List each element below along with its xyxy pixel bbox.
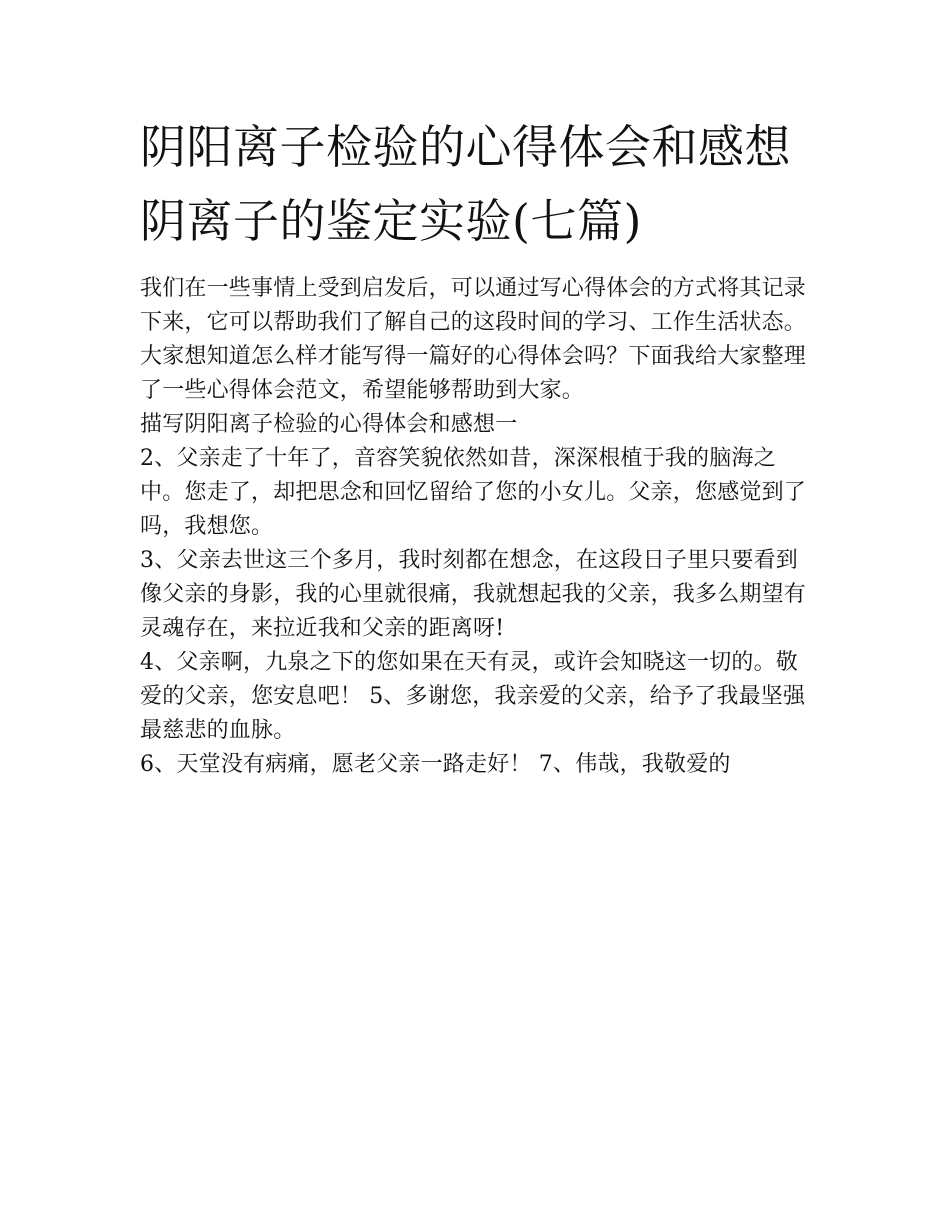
paragraph-item-2: 2、父亲走了十年了，音容笑貌依然如昔，深深根植于我的脑海之中。您走了，却把思念和回忆留给了您的小女儿。父亲，您感觉到了吗，我想您。 xyxy=(140,446,807,539)
section-heading: 描写阴阳离子检验的心得体会和感想一 xyxy=(140,412,518,437)
intro-paragraph: 我们在一些事情上受到启发后，可以通过写心得体会的方式将其记录下来，它可以帮助我们了解自己的这段时间的学习、工作生活状态。大家想知道怎么样才能写得一篇好的心得体会吗？下面我给大家整理了一些心得体会范文，希望能够帮助到大家。 xyxy=(140,276,807,403)
paragraph-item-6: 6、天堂没有病痛，愿老父亲一路走好！ 7、伟哉，我敬爱的 xyxy=(140,752,731,777)
document-body xyxy=(140,272,820,782)
document-content xyxy=(140,110,820,782)
document-title: 阴阳离子检验的心得体会和感想 阴离子的鉴定实验(七篇) xyxy=(140,120,791,248)
paragraph-item-4: 4、父亲啊，九泉之下的您如果在天有灵，或许会知晓这一切的。敬爱的父亲，您安息吧！ 5、多谢您，我亲爱的父亲，给予了我最坚强最慈悲的血脉。 xyxy=(140,650,806,743)
paragraph-item-3: 3、父亲去世这三个多月，我时刻都在想念，在这段日子里只要看到像父亲的身影，我的心里就很痛，我就想起我的父亲，我多么期望有灵魂存在，来拉近我和父亲的距离呀! xyxy=(140,548,807,641)
